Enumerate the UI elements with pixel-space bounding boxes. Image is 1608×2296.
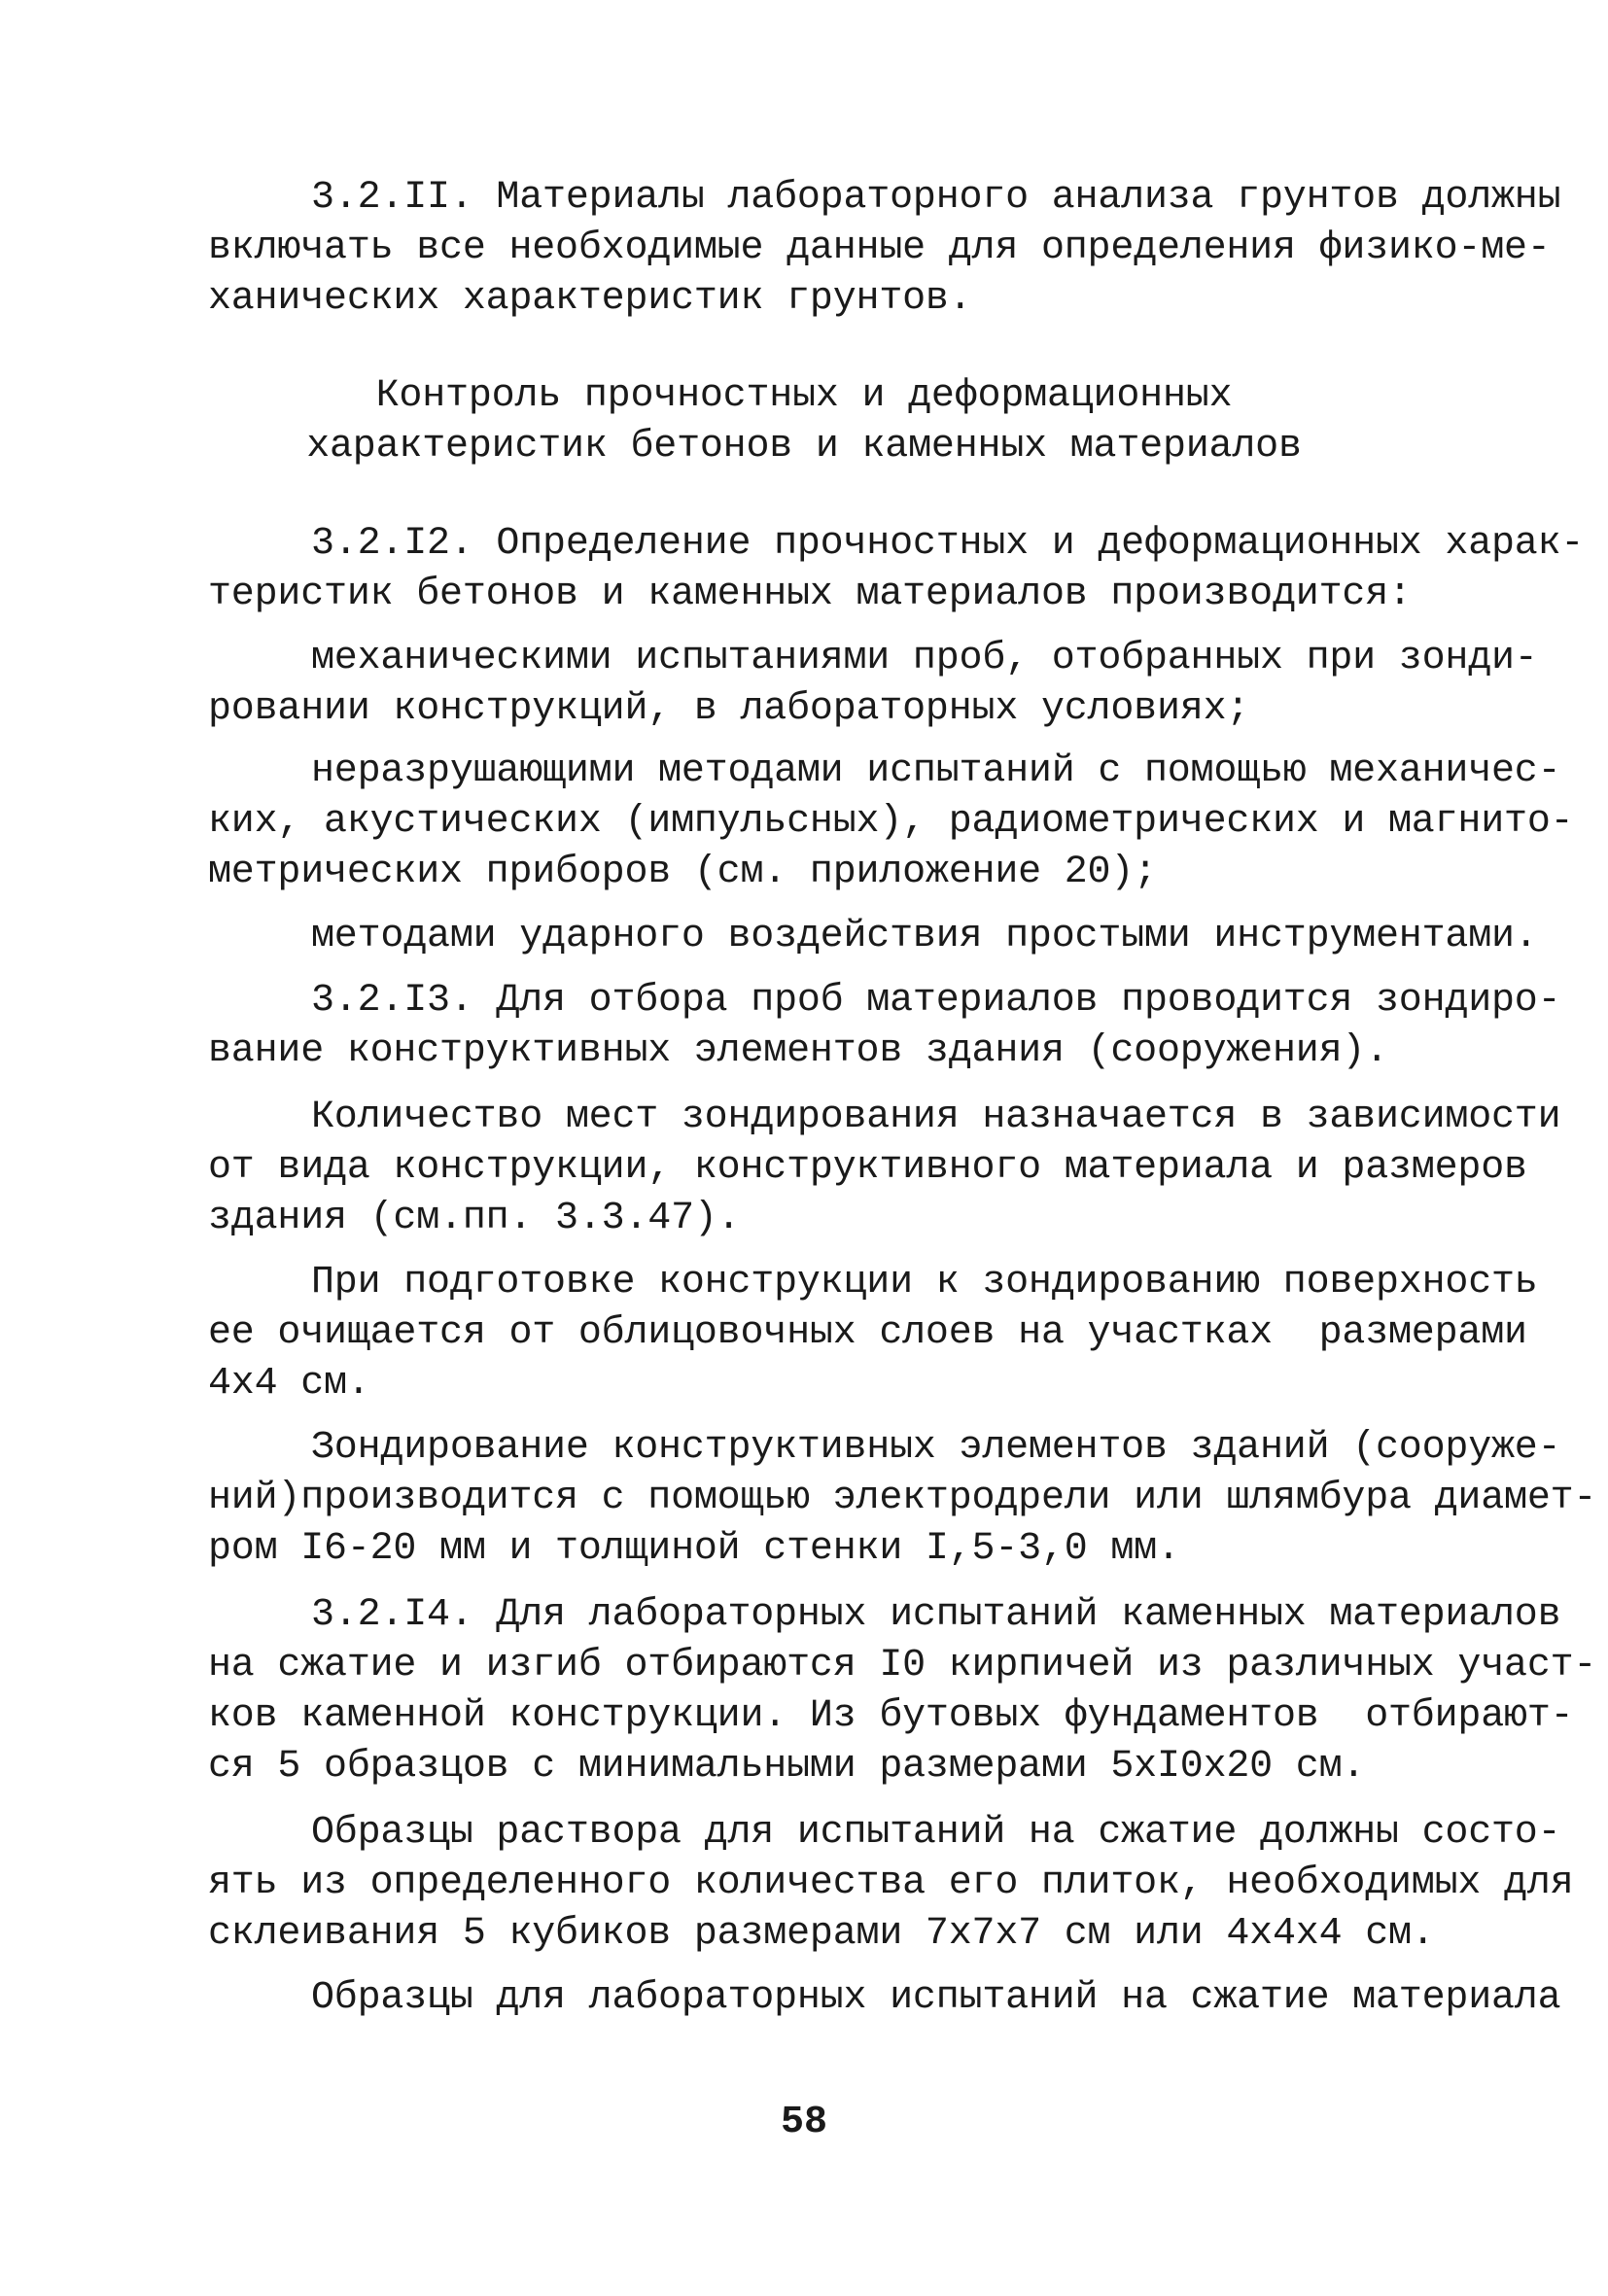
text-line: вание конструктивных элементов здания (сооружения). [208, 1029, 1388, 1073]
text-line: включать все необходимые данные для определения физико-ме- [208, 226, 1551, 270]
text-line: 4х4 см. [208, 1362, 370, 1406]
text-line: 3.2.II. Материалы лабораторного анализа грунтов должны [311, 176, 1561, 220]
text-line: При подготовке конструкции к зондированию поверхность [311, 1261, 1538, 1305]
text-line: ять из определенного количества его плиток, необходимых для [208, 1861, 1574, 1905]
text-line: ром I6-20 мм и толщиной стенки I,5-3,0 мм. [208, 1527, 1180, 1571]
text-line: ее очищается от облицовочных слоев на участках размерами [208, 1311, 1527, 1355]
text-line: ний)производится с помощью электродрели или шлямбура диамет- [208, 1477, 1597, 1520]
text-line: здания (см.пп. 3.3.47). [208, 1197, 741, 1240]
text-line: механическими испытаниями проб, отобранных при зонди- [311, 637, 1538, 680]
text-line: 3.2.I2. Определение прочностных и деформационных харак- [311, 522, 1585, 566]
text-line: от вида конструкции, конструктивного материала и размеров [208, 1146, 1527, 1190]
text-line: ханических характеристик грунтов. [208, 277, 972, 321]
text-line: неразрушающими методами испытаний с помощью механичес- [311, 749, 1561, 793]
page-number: 58 [780, 2101, 827, 2144]
text-line: на сжатие и изгиб отбираются I0 кирпичей из различных участ- [208, 1644, 1597, 1687]
text-line: Зондирование конструктивных элементов зданий (сооруже- [311, 1426, 1561, 1470]
text-line: метрических приборов (см. приложение 20); [208, 851, 1157, 894]
section-heading-line: характеристик бетонов и каменных материалов [306, 425, 1302, 469]
text-line: ся 5 образцов с минимальными размерами 5хI0х20 см. [208, 1745, 1366, 1789]
text-line: ков каменной конструкции. Из бутовых фундаментов отбирают- [208, 1694, 1574, 1738]
text-line: 3.2.I4. Для лабораторных испытаний каменных материалов [311, 1593, 1561, 1637]
text-line: 3.2.I3. Для отбора проб материалов проводится зондиро- [311, 979, 1561, 1023]
text-line: ких, акустических (импульсных), радиометрических и магнито- [208, 800, 1574, 844]
text-line: теристик бетонов и каменных материалов производится: [208, 573, 1412, 616]
text-line: ровании конструкций, в лабораторных условиях; [208, 687, 1250, 731]
text-line: склеивания 5 кубиков размерами 7х7х7 см или 4х4х4 см. [208, 1912, 1435, 1956]
section-heading-line: Контроль прочностных и деформационных [375, 374, 1233, 418]
text-line: Образцы раствора для испытаний на сжатие должны состо- [311, 1811, 1561, 1855]
text-line: Образцы для лабораторных испытаний на сжатие материала [311, 1976, 1561, 2020]
text-line: Количество мест зондирования назначается в зависимости [311, 1096, 1561, 1139]
text-line: методами ударного воздействия простыми инструментами. [311, 915, 1538, 958]
